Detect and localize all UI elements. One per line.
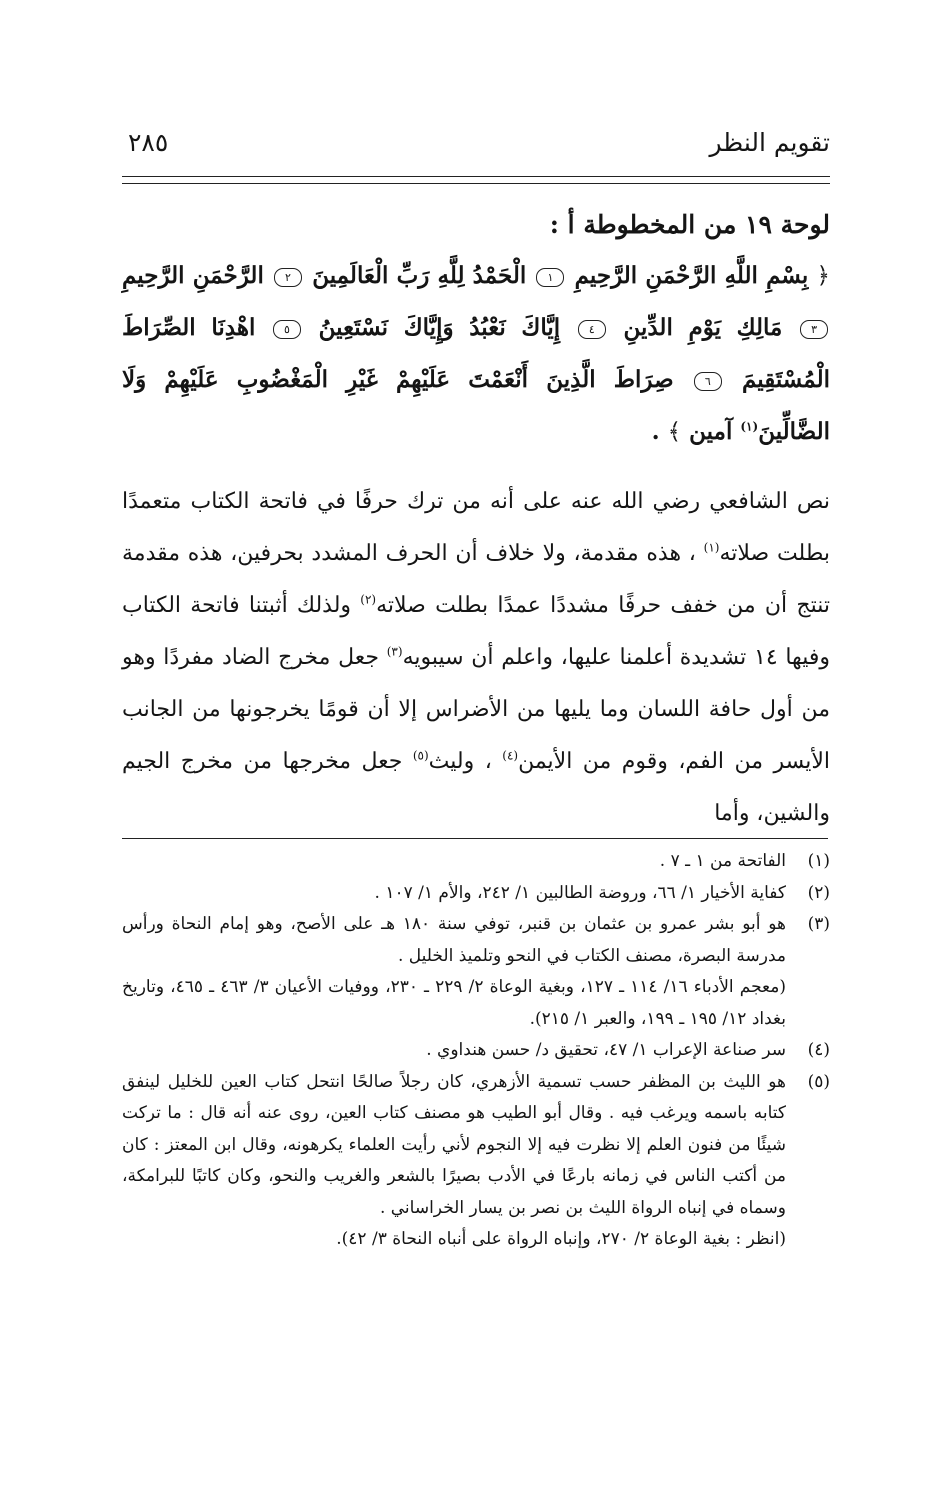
footnote-item xyxy=(122,878,830,910)
footnote-ref: (١) xyxy=(703,540,720,555)
footnote-text: الفاتحة من ١ ـ ٧ . xyxy=(659,851,786,871)
footnote-text: سر صناعة الإعراب ١/ ٤٧، تحقيق د/ حسن هنداوي . xyxy=(426,1040,786,1060)
quran-passage xyxy=(122,250,830,458)
footnote-number: (١) xyxy=(807,851,830,871)
footnote-item xyxy=(122,1035,830,1067)
footnote-item xyxy=(122,846,830,878)
body-text-segment: ، هذه مقدمة، ولا خلاف أن الحرف المشدد بحرفين، هذه مقدمة تنتج أن من خفف حرفًا مشددًا عمدًا بطلت صلاته xyxy=(122,541,830,618)
verse-number-marker: ٤ xyxy=(578,320,606,339)
verse-number-marker: ٣ xyxy=(800,320,828,339)
ornate-close-bracket: ﴾ xyxy=(667,419,682,445)
footnote-text: (انظر : بغية الوعاة ٢/ ٢٧٠، وإنباه الرواة على أنباه النحاة ٣/ ٤٢). xyxy=(336,1229,786,1249)
verse-text: بِسْمِ اللَّهِ الرَّحْمَنِ الرَّحِيمِ xyxy=(574,262,809,289)
footnote-text: هو أبو بشر عمرو بن عثمان بن قنبر، توفي سنة ١٨٠ هـ على الأصح، وهو إمام النحاة ورأس مدرسة البصرة، مصنف الكتاب في النحو وتلميذ الخليل . xyxy=(122,914,786,966)
body-text-segment: نص الشافعي رضي الله عنه على أنه من ترك حرفًا في فاتحة الكتاب متعمدًا بطلت صلاته xyxy=(122,489,831,566)
footnote-item xyxy=(122,909,830,1035)
footnote-ref: (١) xyxy=(740,419,759,434)
footnote-number: (٤) xyxy=(807,1040,830,1060)
quran-ending: . xyxy=(651,418,668,445)
header-divider xyxy=(122,176,830,184)
body-text-segment: جعل مخرج الضاد مفردًا وهو من أول حافة اللسان وما يليها من الأضراس إلا أن قومًا يخرجونها من الجانب الأيسر من الفم، وقوم من الأيمن xyxy=(122,645,830,774)
footnote-number: (٣) xyxy=(807,914,830,934)
main-text xyxy=(122,200,830,840)
verse-text: صِرَاطَ الَّذِينَ أَنْعَمْتَ عَلَيْهِمْ غَيْرِ الْمَغْضُوبِ عَلَيْهِمْ وَلَا الضَّالِّينَ xyxy=(122,366,830,445)
verse-text: إِيَّاكَ نَعْبُدُ وَإِيَّاكَ نَسْتَعِينُ xyxy=(318,314,561,341)
verse-number-marker: ٥ xyxy=(273,320,301,339)
verse-number-marker: ١ xyxy=(536,268,564,287)
footnote-ref: (٣) xyxy=(386,644,403,659)
body-paragraph xyxy=(122,476,830,840)
verse-text: الرَّحْمَنِ الرَّحِيمِ xyxy=(122,262,264,289)
amen-word: آمين xyxy=(689,418,733,445)
footnote-ref: (٢) xyxy=(360,592,377,607)
footnote-text: كفاية الأخيار ١/ ٦٦، وروضة الطالبين ١/ ٢٤٢، والأم ١/ ١٠٧ . xyxy=(374,882,786,903)
running-title: تقويم النظر xyxy=(709,128,830,157)
footnotes-section xyxy=(122,846,830,1256)
verse-text: مَالِكِ يَوْمِ الدِّينِ xyxy=(623,314,783,341)
footnote-text: هو الليث بن المظفر حسب تسمية الأزهري، كان رجلاً صالحًا انتحل كتاب العين للخليل لينفق كتابه باسمه ويرغب فيه . وقال أبو الطيب هو مصنف كتاب العين، روى عنه أنه قال : ما تركت شيئًا من فنون العلم إلا نظرت فيه إلا النجوم لأني رأيت العلماء يكرهونه، وقال ابن المعتز : كان من أكتب الناس في زمانه بارعًا في الأدب بصيرًا بالشعر والغريب والنحو، وكان كاتبًا للبرامكة، وسماه في إنباه الرواة الليث بن نصر بن يسار الخراساني . xyxy=(122,1071,786,1218)
running-header xyxy=(122,128,830,176)
section-heading: لوحة ١٩ من المخطوطة أ : xyxy=(549,210,830,239)
body-text-segment: ولذلك أثبتنا فاتحة الكتاب وفيها ١٤ تشديدة أعلمنا عليها، واعلم أن سيبويه xyxy=(122,593,830,670)
body-text-segment: ، وليث xyxy=(428,749,492,774)
verse-number-marker: ٦ xyxy=(694,372,722,391)
body-text-segment: جعل مخرجها من مخرج الجيم والشين، وأما xyxy=(122,749,830,826)
footnote-text: (معجم الأدباء ١٦/ ١١٤ ـ ١٢٧، وبغية الوعاة ٢/ ٢٢٩ ـ ٢٣٠، ووفيات الأعيان ٣/ ٤٦٣ ـ ٤٦٥، وتاريخ بغداد ١٢/ ١٩٥ ـ ١٩٩، والعبر ١/ ٢١٥). xyxy=(122,977,786,1029)
verse-text: اهْدِنَا الصِّرَاطَ الْمُسْتَقِيمَ xyxy=(122,314,830,393)
verse-number-marker: ٢ xyxy=(274,268,302,287)
footnote-number: (٥) xyxy=(807,1071,830,1092)
verse-text: الْحَمْدُ لِلَّهِ رَبِّ الْعَالَمِينَ xyxy=(312,262,527,289)
footnote-ref: (٤) xyxy=(502,748,519,763)
footnote-number: (٢) xyxy=(807,882,830,903)
footnote-ref: (٥) xyxy=(412,748,429,763)
ornate-open-bracket: ﴿ xyxy=(816,263,830,289)
footnote-divider xyxy=(122,838,828,839)
footnote-item xyxy=(122,1067,830,1256)
page-number: ٢٨٥ xyxy=(128,128,169,157)
